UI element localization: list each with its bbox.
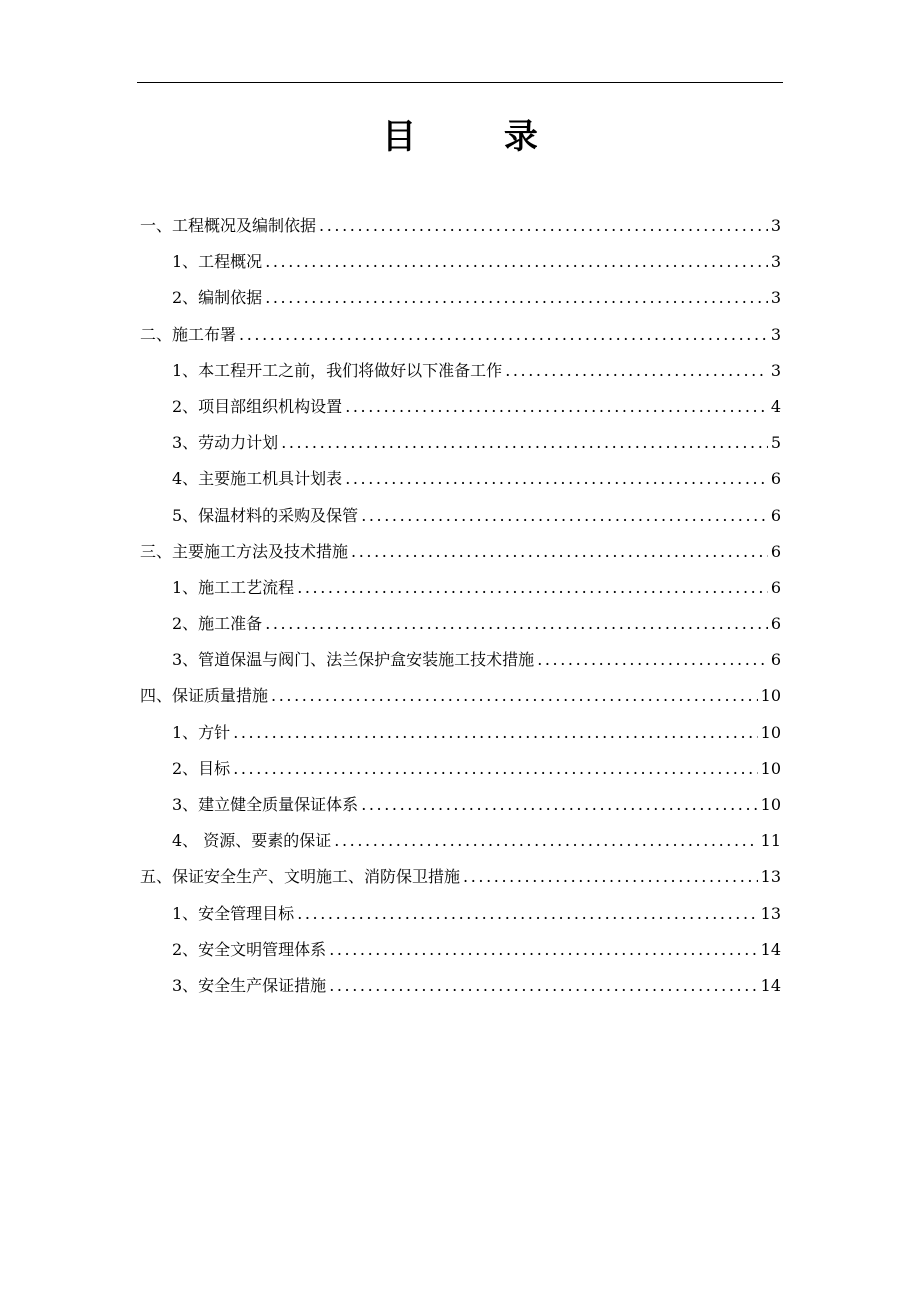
toc-entry[interactable] [140, 859, 781, 895]
toc-entry-page-number: 10 [760, 686, 781, 706]
toc-entry-label: 1、安全管理目标 [172, 903, 295, 923]
toc-entry[interactable] [140, 317, 781, 353]
toc-entry-label: 2、施工准备 [172, 614, 263, 634]
toc-entry-label: 1、方针 [172, 722, 231, 742]
toc-entry-page-number: 5 [770, 433, 781, 453]
toc-entry[interactable] [140, 823, 781, 859]
toc-entry-page-number: 6 [770, 650, 781, 670]
toc-entry[interactable] [140, 353, 781, 389]
toc-leader-dots [334, 823, 757, 859]
toc-entry-label: 3、劳动力计划 [172, 433, 279, 453]
toc-entry-page-number: 3 [770, 252, 781, 272]
toc-leader-dots [233, 715, 757, 751]
toc-entry-page-number: 6 [770, 469, 781, 489]
toc-entry[interactable] [140, 425, 781, 461]
toc-entry-page-number: 3 [770, 360, 781, 380]
toc-entry-page-number: 3 [770, 288, 781, 308]
toc-entry-page-number: 10 [760, 795, 781, 814]
toc-entry-label: 4、 资源、要素的保证 [172, 831, 332, 851]
toc-leader-dots [329, 932, 757, 968]
page-title: 目 录 [382, 117, 576, 157]
header-rule [137, 82, 783, 83]
toc-leader-dots [329, 968, 757, 1004]
toc-leader-dots [537, 642, 768, 678]
toc-entry-page-number: 10 [760, 722, 781, 742]
toc-entry-page-number: 6 [770, 541, 781, 561]
toc-entry[interactable] [140, 678, 781, 714]
toc-entry[interactable] [140, 570, 781, 606]
toc-leader-dots [265, 280, 768, 316]
toc-entry[interactable] [140, 534, 781, 570]
toc-entry[interactable] [140, 932, 781, 968]
toc-leader-dots [265, 244, 768, 280]
toc-leader-dots [505, 353, 768, 389]
toc-entry-label: 1、本工程开工之前，我们将做好以下准备工作 [172, 360, 503, 380]
toc-leader-dots [345, 389, 768, 425]
toc-leader-dots [239, 317, 768, 353]
toc-entry-label: 五、保证安全生产、文明施工、消防保卫措施 [140, 867, 461, 887]
toc-entry-label: 1、工程概况 [172, 252, 263, 272]
toc-entry[interactable] [140, 280, 781, 316]
toc-entry-label: 3、安全生产保证措施 [172, 975, 327, 995]
toc-entry-page-number: 6 [770, 614, 781, 634]
toc-entry-page-number: 14 [760, 939, 781, 959]
toc-entry-label: 三、主要施工方法及技术措施 [140, 541, 349, 561]
toc-entry[interactable] [140, 968, 781, 1004]
toc-leader-dots [281, 425, 768, 461]
toc-entry-label: 3、管道保温与阀门、法兰保护盒安装施工技术措施 [172, 650, 535, 670]
toc-entry-label: 1、施工工艺流程 [172, 577, 295, 597]
toc-entry-page-number: 14 [760, 975, 781, 995]
toc-entry-label: 四、保证质量措施 [140, 686, 269, 706]
toc-leader-dots [271, 678, 758, 714]
toc-entry-label: 2、目标 [172, 758, 231, 778]
toc-leader-dots [361, 787, 757, 823]
toc-entry-label: 2、编制依据 [172, 288, 263, 308]
toc-entry-page-number: 3 [770, 216, 781, 235]
toc-entry-page-number: 6 [770, 577, 781, 597]
toc-entry-page-number: 13 [760, 867, 781, 887]
toc-entry[interactable] [140, 461, 781, 497]
toc-entry-page-number: 3 [770, 324, 781, 344]
toc-entry-page-number: 13 [760, 903, 781, 923]
toc-entry-label: 2、项目部组织机构设置 [172, 396, 343, 416]
table-of-contents [140, 208, 781, 1004]
toc-entry-label: 4、主要施工机具计划表 [172, 469, 343, 489]
toc-leader-dots [351, 534, 768, 570]
toc-entry[interactable] [140, 208, 781, 244]
toc-entry-label: 2、安全文明管理体系 [172, 939, 327, 959]
toc-entry[interactable] [140, 389, 781, 425]
toc-entry[interactable] [140, 896, 781, 932]
toc-leader-dots [345, 461, 768, 497]
toc-entry-label: 一、工程概况及编制依据 [140, 216, 317, 235]
toc-entry[interactable] [140, 244, 781, 280]
toc-leader-dots [265, 606, 768, 642]
toc-entry[interactable] [140, 751, 781, 787]
toc-entry-label: 5、保温材料的采购及保管 [172, 505, 359, 525]
toc-leader-dots [297, 896, 757, 932]
toc-entry-page-number: 11 [760, 831, 781, 851]
toc-entry[interactable] [140, 642, 781, 678]
toc-leader-dots [463, 859, 758, 895]
toc-leader-dots [297, 570, 768, 606]
toc-entry-page-number: 10 [760, 758, 781, 778]
toc-entry[interactable] [140, 498, 781, 534]
toc-leader-dots [361, 498, 768, 534]
toc-entry-page-number: 6 [770, 505, 781, 525]
toc-entry[interactable] [140, 606, 781, 642]
toc-leader-dots [233, 751, 757, 787]
toc-entry[interactable] [140, 715, 781, 751]
toc-entry[interactable] [140, 787, 781, 823]
toc-leader-dots [319, 208, 768, 244]
toc-entry-page-number: 4 [770, 396, 781, 416]
toc-entry-label: 3、建立健全质量保证体系 [172, 795, 359, 814]
toc-entry-label: 二、施工布署 [140, 324, 237, 344]
